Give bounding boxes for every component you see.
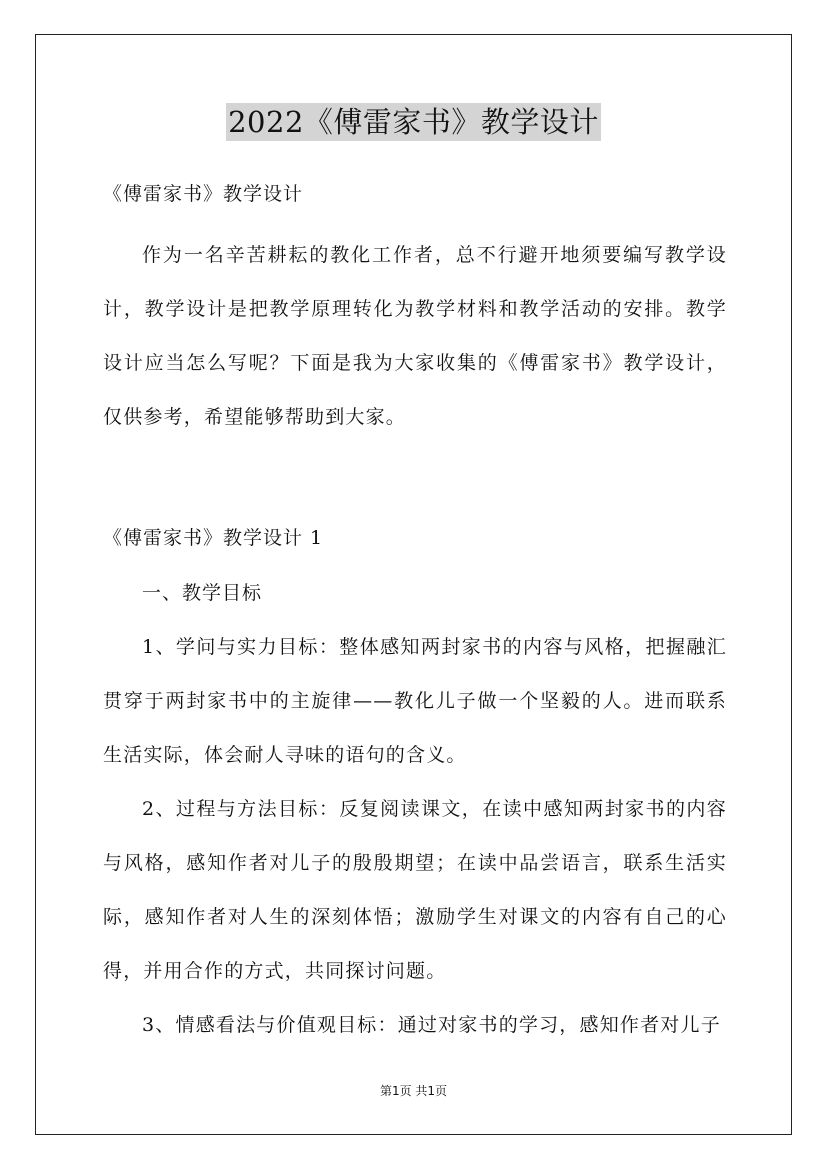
subheading-design-1: 《傅雷家书》教学设计 1: [103, 527, 324, 549]
document-title: 2022《傅雷家书》教学设计: [228, 105, 599, 139]
document-body: [103, 174, 727, 1052]
objective-item-3: 3、情感看法与价值观目标：通过对家书的学习，感知作者对儿子: [142, 1014, 721, 1036]
objective-item-2: 2、过程与方法目标：反复阅读课文，在读中感知两封家书的内容与风格，感知作者对儿子的殷殷期望；在读中品尝语言，联系生活实际，感知作者对人生的深刻体悟；激励学生对课文的内容有自己的心得，并用合作的方式，共同探讨问题。: [103, 798, 727, 982]
page-footer: 第1页 共1页: [379, 1084, 448, 1098]
subheading-intro: 《傅雷家书》教学设计: [103, 183, 304, 205]
objective-item-1: 1、学问与实力目标：整体感知两封家书的内容与风格，把握融汇贯穿于两封家书中的主旋律——教化儿子做一个坚毅的人。进而联系生活实际，体会耐人寻味的语句的含义。: [103, 636, 727, 766]
title-container: [0, 103, 827, 141]
section-heading-objectives: 一、教学目标: [142, 582, 263, 604]
intro-paragraph: 作为一名辛苦耕耘的教化工作者，总不行避开地须要编写教学设计，教学设计是把教学原理转化为教学材料和教学活动的安排。教学设计应当怎么写呢？下面是我为大家收集的《傅雷家书》教学设计，仅供参考，希望能够帮助到大家。: [103, 244, 727, 428]
